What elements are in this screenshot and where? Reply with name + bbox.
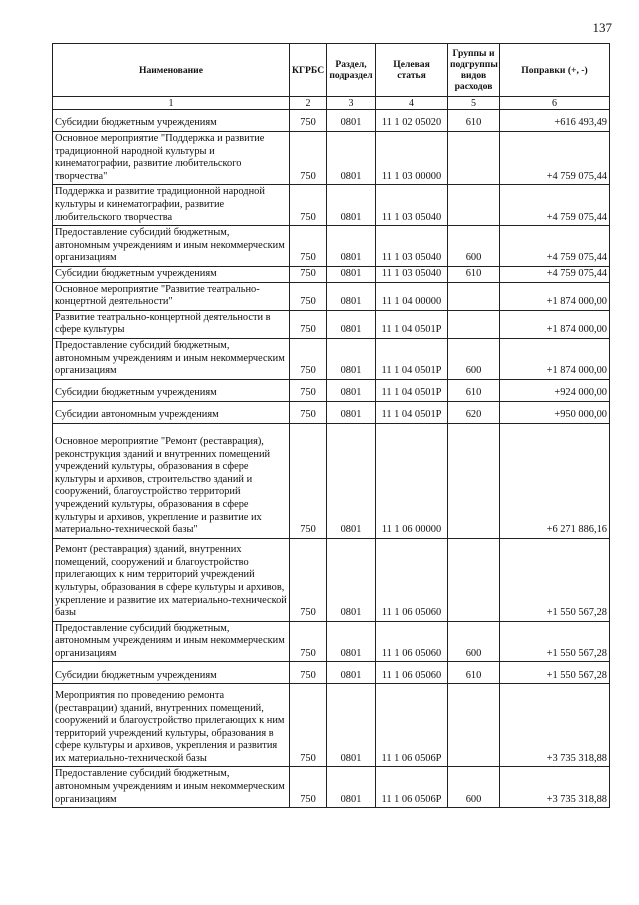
row-name-cell: Развитие театрально-концертной деятельности в сфере культуры <box>53 310 290 338</box>
row-amount-cell: +3 735 318,88 <box>500 767 610 808</box>
row-section-cell: 0801 <box>327 185 376 226</box>
row-target-cell: 11 1 04 00000 <box>376 282 448 310</box>
row-group-cell <box>448 538 500 621</box>
table-row <box>53 401 610 423</box>
row-group-cell <box>448 684 500 767</box>
row-target-cell: 11 1 04 0501Р <box>376 310 448 338</box>
row-target-cell: 11 1 06 05060 <box>376 621 448 662</box>
row-amount-cell: +924 000,00 <box>500 379 610 401</box>
column-number: 3 <box>327 97 376 110</box>
row-target-cell: 11 1 06 05060 <box>376 662 448 684</box>
row-kgrbs-cell: 750 <box>290 767 327 808</box>
row-target-cell: 11 1 06 0506Р <box>376 684 448 767</box>
row-section-cell: 0801 <box>327 401 376 423</box>
row-group-cell: 610 <box>448 662 500 684</box>
row-amount-cell: +1 874 000,00 <box>500 282 610 310</box>
row-amount-cell: +1 874 000,00 <box>500 338 610 379</box>
row-target-cell: 11 1 03 05040 <box>376 266 448 282</box>
table-row <box>53 110 610 132</box>
row-amount-cell: +1 550 567,28 <box>500 621 610 662</box>
row-kgrbs-cell: 750 <box>290 110 327 132</box>
row-target-cell: 11 1 03 05040 <box>376 185 448 226</box>
row-target-cell: 11 1 06 00000 <box>376 423 448 538</box>
row-group-cell: 600 <box>448 621 500 662</box>
row-group-cell: 600 <box>448 767 500 808</box>
row-group-cell: 600 <box>448 338 500 379</box>
table-row <box>53 662 610 684</box>
row-amount-cell: +6 271 886,16 <box>500 423 610 538</box>
row-group-cell <box>448 282 500 310</box>
row-kgrbs-cell: 750 <box>290 423 327 538</box>
table-row <box>53 282 610 310</box>
row-section-cell: 0801 <box>327 423 376 538</box>
row-section-cell: 0801 <box>327 621 376 662</box>
row-kgrbs-cell: 750 <box>290 538 327 621</box>
column-number: 6 <box>500 97 610 110</box>
column-number-row <box>53 97 610 110</box>
row-section-cell: 0801 <box>327 310 376 338</box>
table-row <box>53 266 610 282</box>
table-row <box>53 226 610 267</box>
row-section-cell: 0801 <box>327 538 376 621</box>
row-name-cell: Предоставление субсидий бюджетным, автономным учреждениям и иным некоммерческим организациям <box>53 338 290 379</box>
table-row <box>53 538 610 621</box>
row-target-cell: 11 1 04 0501Р <box>376 379 448 401</box>
row-amount-cell: +950 000,00 <box>500 401 610 423</box>
column-header-target: Целевая статья <box>376 44 448 97</box>
row-name-cell: Предоставление субсидий бюджетным, автономным учреждениям и иным некоммерческим организациям <box>53 767 290 808</box>
row-group-cell: 620 <box>448 401 500 423</box>
row-name-cell: Основное мероприятие "Поддержка и развитие традиционной народной культуры и кинематографии, развитие любительского творчества" <box>53 132 290 185</box>
row-section-cell: 0801 <box>327 767 376 808</box>
row-amount-cell: +4 759 075,44 <box>500 185 610 226</box>
row-target-cell: 11 1 04 0501Р <box>376 338 448 379</box>
row-amount-cell: +1 550 567,28 <box>500 538 610 621</box>
row-target-cell: 11 1 02 05020 <box>376 110 448 132</box>
row-kgrbs-cell: 750 <box>290 662 327 684</box>
row-amount-cell: +4 759 075,44 <box>500 226 610 267</box>
column-header-name: Наименование <box>53 44 290 97</box>
row-target-cell: 11 1 06 0506Р <box>376 767 448 808</box>
row-section-cell: 0801 <box>327 282 376 310</box>
row-name-cell: Предоставление субсидий бюджетным, автономным учреждениям и иным некоммерческим организациям <box>53 621 290 662</box>
row-name-cell: Субсидии бюджетным учреждениям <box>53 110 290 132</box>
row-name-cell: Субсидии бюджетным учреждениям <box>53 266 290 282</box>
row-amount-cell: +4 759 075,44 <box>500 132 610 185</box>
table-row <box>53 310 610 338</box>
row-kgrbs-cell: 750 <box>290 338 327 379</box>
column-number: 5 <box>448 97 500 110</box>
row-name-cell: Субсидии автономным учреждениям <box>53 401 290 423</box>
table-row <box>53 767 610 808</box>
column-header-amount: Поправки (+, -) <box>500 44 610 97</box>
row-name-cell: Субсидии бюджетным учреждениям <box>53 662 290 684</box>
row-section-cell: 0801 <box>327 132 376 185</box>
row-name-cell: Ремонт (реставрация) зданий, внутренних помещений, сооружений и благоустройство прилегающих к ним территорий учреждений культуры, образования в сфере культуры и архивов, укрепление и развитие их материально-технической базы <box>53 538 290 621</box>
row-kgrbs-cell: 750 <box>290 266 327 282</box>
row-section-cell: 0801 <box>327 266 376 282</box>
row-target-cell: 11 1 03 00000 <box>376 132 448 185</box>
row-kgrbs-cell: 750 <box>290 132 327 185</box>
row-target-cell: 11 1 04 0501Р <box>376 401 448 423</box>
row-name-cell: Мероприятия по проведению ремонта (реставрации) зданий, внутренних помещений, сооружений и благоустройство прилегающих к ним территорий учреждений культуры, образования в сфере культуры и архивов, укрепления и развития их материально-технической базы <box>53 684 290 767</box>
row-target-cell: 11 1 03 05040 <box>376 226 448 267</box>
row-amount-cell: +1 550 567,28 <box>500 662 610 684</box>
table-row <box>53 621 610 662</box>
column-number: 4 <box>376 97 448 110</box>
row-section-cell: 0801 <box>327 110 376 132</box>
row-kgrbs-cell: 750 <box>290 185 327 226</box>
row-target-cell: 11 1 06 05060 <box>376 538 448 621</box>
table-row <box>53 684 610 767</box>
row-section-cell: 0801 <box>327 684 376 767</box>
column-header-section: Раздел, подраздел <box>327 44 376 97</box>
row-section-cell: 0801 <box>327 226 376 267</box>
table-row <box>53 379 610 401</box>
page-number: 137 <box>592 20 612 35</box>
row-group-cell <box>448 132 500 185</box>
row-section-cell: 0801 <box>327 662 376 684</box>
column-number: 1 <box>53 97 290 110</box>
row-kgrbs-cell: 750 <box>290 684 327 767</box>
row-name-cell: Основное мероприятие "Развитие театрально-концертной деятельности" <box>53 282 290 310</box>
row-kgrbs-cell: 750 <box>290 282 327 310</box>
table-row <box>53 423 610 538</box>
table-row <box>53 338 610 379</box>
row-group-cell <box>448 310 500 338</box>
column-number: 2 <box>290 97 327 110</box>
row-kgrbs-cell: 750 <box>290 379 327 401</box>
row-group-cell: 610 <box>448 266 500 282</box>
row-group-cell <box>448 423 500 538</box>
row-name-cell: Основное мероприятие "Ремонт (реставрация), реконструкция зданий и внутренних помещений учреждений культуры, образования в сфере культуры и архивов, строительство зданий и сооружений, благоустройство территорий учреждений культуры, образования в сфере культуры и архивов, укрепление и развитие их материально-технической базы" <box>53 423 290 538</box>
row-section-cell: 0801 <box>327 338 376 379</box>
row-group-cell: 600 <box>448 226 500 267</box>
row-kgrbs-cell: 750 <box>290 226 327 267</box>
row-amount-cell: +3 735 318,88 <box>500 684 610 767</box>
row-group-cell: 610 <box>448 379 500 401</box>
row-name-cell: Поддержка и развитие традиционной народной культуры и кинематографии, развитие любительского творчества <box>53 185 290 226</box>
row-group-cell <box>448 185 500 226</box>
row-amount-cell: +616 493,49 <box>500 110 610 132</box>
table-row <box>53 185 610 226</box>
column-header-kgrbs: КГРБС <box>290 44 327 97</box>
row-kgrbs-cell: 750 <box>290 310 327 338</box>
row-name-cell: Субсидии бюджетным учреждениям <box>53 379 290 401</box>
column-header-group: Группы и подгруппы видов расходов <box>448 44 500 97</box>
row-kgrbs-cell: 750 <box>290 621 327 662</box>
row-name-cell: Предоставление субсидий бюджетным, автономным учреждениям и иным некоммерческим организациям <box>53 226 290 267</box>
row-section-cell: 0801 <box>327 379 376 401</box>
row-amount-cell: +1 874 000,00 <box>500 310 610 338</box>
row-amount-cell: +4 759 075,44 <box>500 266 610 282</box>
row-kgrbs-cell: 750 <box>290 401 327 423</box>
table-header-row <box>53 44 610 97</box>
budget-amendments-table <box>52 43 610 808</box>
table-row <box>53 132 610 185</box>
row-group-cell: 610 <box>448 110 500 132</box>
